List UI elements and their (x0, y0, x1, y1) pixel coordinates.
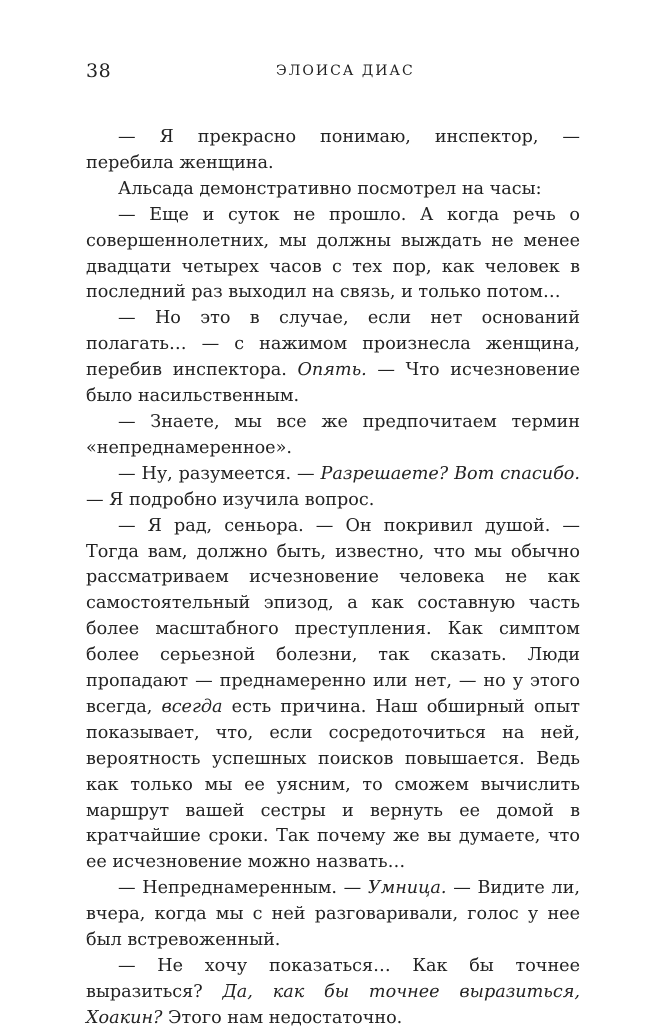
text-run: есть причина. Наш обширный опыт показывает, что, если сосредоточиться на ней, вероятность успешных поисков повышается. Ведь как только мы ее уясним, то сможем вычислить маршрут вашей сестры и вернуть ее домой в кратчайшие сроки. Так почему же вы думаете, что ее исчезновение можно назвать… (86, 696, 580, 873)
text-run: — Я подробно изучила вопрос. (86, 489, 375, 510)
italic-text-run: Разрешаете? Вот спасибо. (320, 463, 580, 484)
paragraph (86, 177, 580, 203)
paragraph (86, 876, 580, 954)
body-text (86, 125, 580, 1032)
text-run: — Я рад, сеньора. — Он покривил душой. — Тогда вам, должно быть, известно, что мы обычно рассматриваем исчезновение человека не как самостоятельный эпизод, а как составную часть более масштабного преступления. Как симптом более серьезной болезни, так сказать. Люди пропадают — преднамеренно или нет, — но у этого всегда, (86, 515, 580, 717)
text-run: — Что исчезновение было насильственным. (86, 360, 580, 407)
paragraph (86, 462, 580, 514)
text-run: — Непреднамеренным. — (118, 878, 368, 899)
running-title: ЭЛОИСА ДИАС (276, 63, 415, 79)
text-run: — Ну, разумеется. — (118, 463, 321, 484)
italic-text-run: всегда (161, 696, 223, 717)
paragraph (86, 410, 580, 462)
page-number: 38 (86, 60, 112, 82)
text-run: — Я прекрасно понимаю, инспектор, — перебила женщина. (86, 127, 580, 173)
text-run: — Но это в случае, если нет оснований полагать… — с нажимом произнесла женщина, перебив инспектора. (86, 308, 580, 381)
paragraph (86, 514, 580, 877)
text-run: — Видите ли, вчера, когда мы с ней разговаривали, голос у нее был встревоженный. (86, 878, 580, 951)
text-run: — Еще и суток не прошло. А когда речь о совершеннолетних, мы должны выждать не менее двадцати четырех часов с тех пор, как человек в последний раз выходил на связь, и только потом… (86, 204, 580, 303)
italic-text-run: Умница. (367, 878, 447, 899)
text-run: — Знаете, мы все же предпочитаем термин «непреднамеренное». (86, 411, 580, 458)
italic-text-run: Да, как бы точнее выразиться, Хоакин? (86, 981, 580, 1028)
paragraph (86, 954, 580, 1032)
text-run: Этого нам недостаточно. (162, 1007, 403, 1028)
italic-text-run: Опять. (297, 360, 367, 381)
text-run: — Не хочу показаться… Как бы точнее выразиться? (86, 956, 580, 1002)
paragraph (86, 125, 580, 177)
text-run: Альсада демонстративно посмотрел на часы: (118, 178, 542, 199)
page-header (86, 60, 580, 90)
paragraph (86, 306, 580, 410)
paragraph (86, 203, 580, 307)
